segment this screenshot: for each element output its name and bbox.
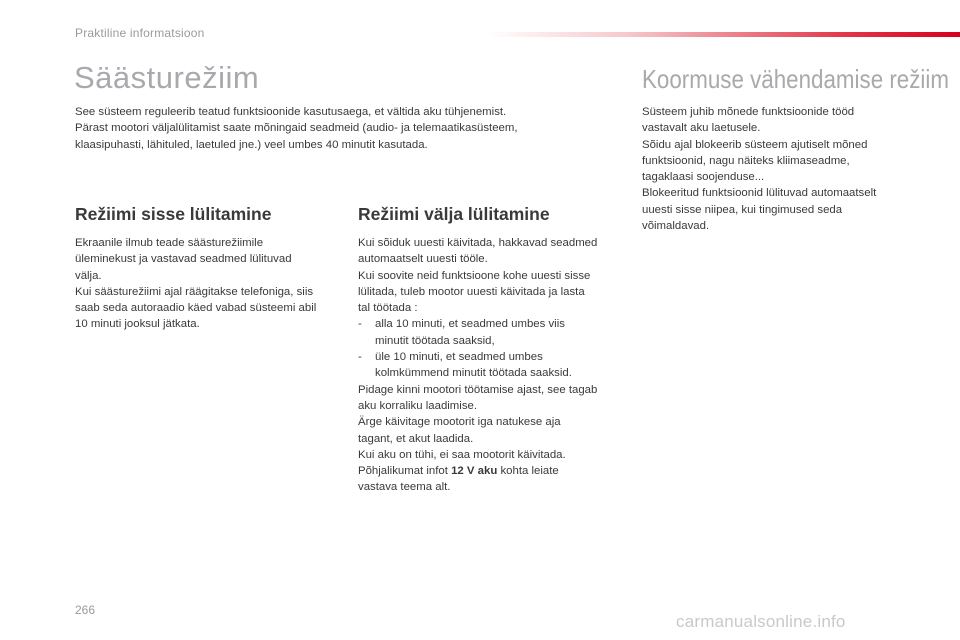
page-number: 266 [75, 603, 96, 617]
text-line: Ärge käivitage mootorit iga natukese aja [358, 416, 561, 429]
text-line: vastava teema alt. [358, 481, 451, 494]
text-line: funktsioonid, nagu näiteks kliimaseadme, [642, 154, 850, 167]
intro-line: Pärast mootori väljalülitamist saate mõningaid seadmeid (audio- ja telemaatikasüsteem, [75, 122, 518, 135]
text-line: üleminekust ja vastavad seadmed lülituvad [75, 253, 292, 266]
text-line: aku korraliku laadimise. [358, 399, 478, 412]
bullet-line: kolmkümmend minutit töötada saaksid. [375, 367, 572, 380]
text-line: Kui aku on tühi, ei saa mootorit käivitada. [358, 448, 566, 461]
reference-line [358, 463, 628, 479]
load-reduction-text [642, 104, 912, 234]
activation-text [75, 235, 345, 333]
text-line: Blokeeritud funktsioonid lülituvad automaatselt [642, 187, 877, 200]
text-line: Kui säästurežiimi ajal räägitakse telefoniga, siis [75, 285, 314, 298]
reference-topic: 12 V aku [451, 465, 498, 478]
bullet-line: minutit töötada saaksid, [375, 334, 495, 347]
reference-prefix: Põhjalikumat infot [358, 465, 452, 478]
text-line: Sõidu ajal blokeerib süsteem ajutiselt mõned [642, 138, 868, 151]
reference-suffix: kohta leiate [497, 465, 559, 478]
text-line: Kui sõiduk uuesti käivitada, hakkavad seadmed [358, 237, 598, 249]
text-line: saab seda autoraadio käed vabad süsteemi abil [75, 302, 317, 315]
text-line: automaatselt uuesti tööle. [358, 253, 488, 266]
bullet-line: alla 10 minuti, et seadmed umbes viis [375, 318, 565, 331]
intro-line: See süsteem reguleerib teatud funktsioonide kasutusaega, et vältida aku tühjenemist. [75, 106, 507, 118]
text-line: 10 minuti jooksul jätkata. [75, 318, 200, 331]
section-title: Praktiline informatsioon [75, 26, 205, 40]
intro-line: klaasipuhasti, lähituled, laetuled jne.) veel umbes 40 minutit kasutada. [75, 138, 428, 151]
header-accent-bar [486, 32, 960, 37]
deactivation-text [358, 235, 628, 496]
bullet-dash: - [358, 318, 362, 331]
activation-heading: Režiimi sisse lülitamine [75, 204, 272, 224]
text-line: tagant, et akut laadida. [358, 432, 474, 445]
deactivation-heading: Režiimi välja lülitamine [358, 204, 550, 224]
text-line: tagaklaasi soojenduse... [642, 171, 765, 184]
text-line: välja. [75, 269, 102, 282]
watermark: carmanualsonline.info [676, 612, 846, 631]
text-line: Süsteem juhib mõnede funktsioonide tööd [642, 106, 855, 118]
text-line: Kui soovite neid funktsioone kohe uuesti sisse [358, 269, 591, 282]
bullet-item [358, 349, 628, 382]
load-reduction-title: Koormuse vähendamise režiim [642, 64, 949, 94]
text-line: vastavalt aku laetusele. [642, 122, 761, 135]
text-line: tal töötada : [358, 302, 418, 315]
text-line: uuesti sisse niipea, kui tingimused seda [642, 203, 843, 216]
intro-paragraph [75, 104, 575, 153]
page-title: Säästurežiim [74, 60, 260, 95]
bullet-line: üle 10 minuti, et seadmed umbes [375, 351, 543, 364]
text-line: lülitada, tuleb mootor uuesti käivitada ja lasta [358, 285, 585, 298]
text-line: Pidage kinni mootori töötamise ajast, see tagab [358, 383, 598, 396]
activation-section [75, 204, 345, 333]
deactivation-section [358, 204, 628, 496]
text-line: võimaldavad. [642, 220, 710, 233]
bullet-item [358, 316, 628, 349]
bullet-dash: - [358, 351, 362, 364]
text-line: Ekraanile ilmub teade säästurežiimile [75, 237, 264, 249]
